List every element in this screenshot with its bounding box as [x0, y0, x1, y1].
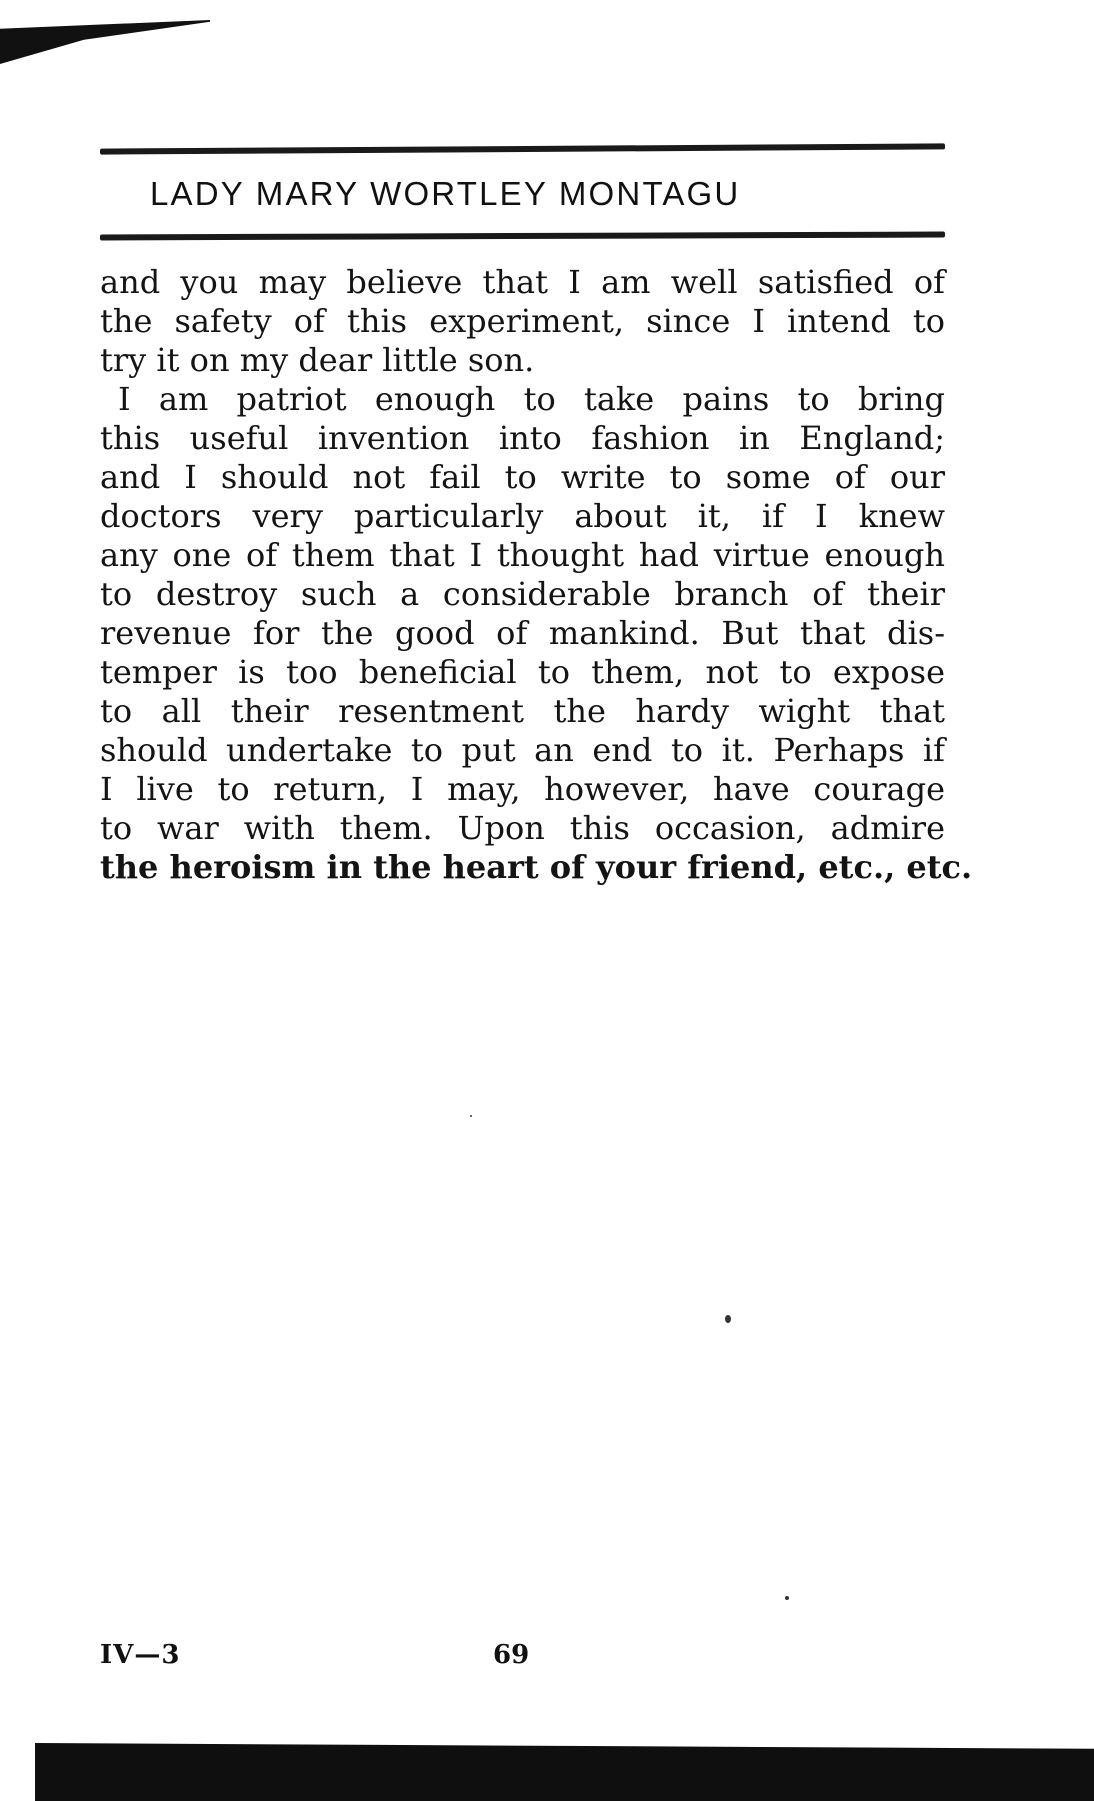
page-number: 69: [493, 1640, 530, 1670]
text-line: doctors very particularly about it, if I knew: [100, 497, 945, 535]
text-line: any one of them that I thought had virtue enough: [100, 536, 945, 574]
running-head: LADY MARY WORTLEY MONTAGU: [150, 175, 741, 212]
text-line: and I should not fail to write to some of our: [100, 458, 945, 496]
scan-speck: [470, 1115, 472, 1117]
text-line: I live to return, I may, however, have courage: [100, 770, 945, 808]
scan-corner-smudge: [0, 20, 210, 64]
text-line: revenue for the good of mankind. But that dis-: [100, 614, 945, 652]
text-line: this useful invention into fashion in England;: [100, 419, 945, 457]
scan-speck: [785, 1596, 789, 1600]
signature-mark: IV—3: [100, 1640, 181, 1670]
header-rule-top: [100, 143, 945, 154]
header-rule-bottom: [100, 232, 945, 241]
body-text: [100, 263, 973, 887]
text-line: should undertake to put an end to it. Perhaps if: [100, 731, 945, 769]
text-line: I am patriot enough to take pains to bring: [118, 380, 945, 418]
text-line: try it on my dear little son.: [100, 341, 535, 379]
scan-bottom-band: [35, 1743, 1094, 1801]
text-line: to destroy such a considerable branch of their: [100, 575, 945, 613]
scan-speck: [725, 1315, 731, 1323]
text-line: temper is too beneficial to them, not to expose: [100, 653, 945, 691]
text-line: to war with them. Upon this occasion, admire: [100, 809, 945, 847]
text-line: the heroism in the heart of your friend, etc., etc.: [100, 848, 973, 886]
text-line: to all their resentment the hardy wight that: [100, 692, 945, 730]
text-line: the safety of this experiment, since I intend to: [100, 302, 945, 340]
text-line: and you may believe that I am well satisfied of: [100, 263, 945, 301]
